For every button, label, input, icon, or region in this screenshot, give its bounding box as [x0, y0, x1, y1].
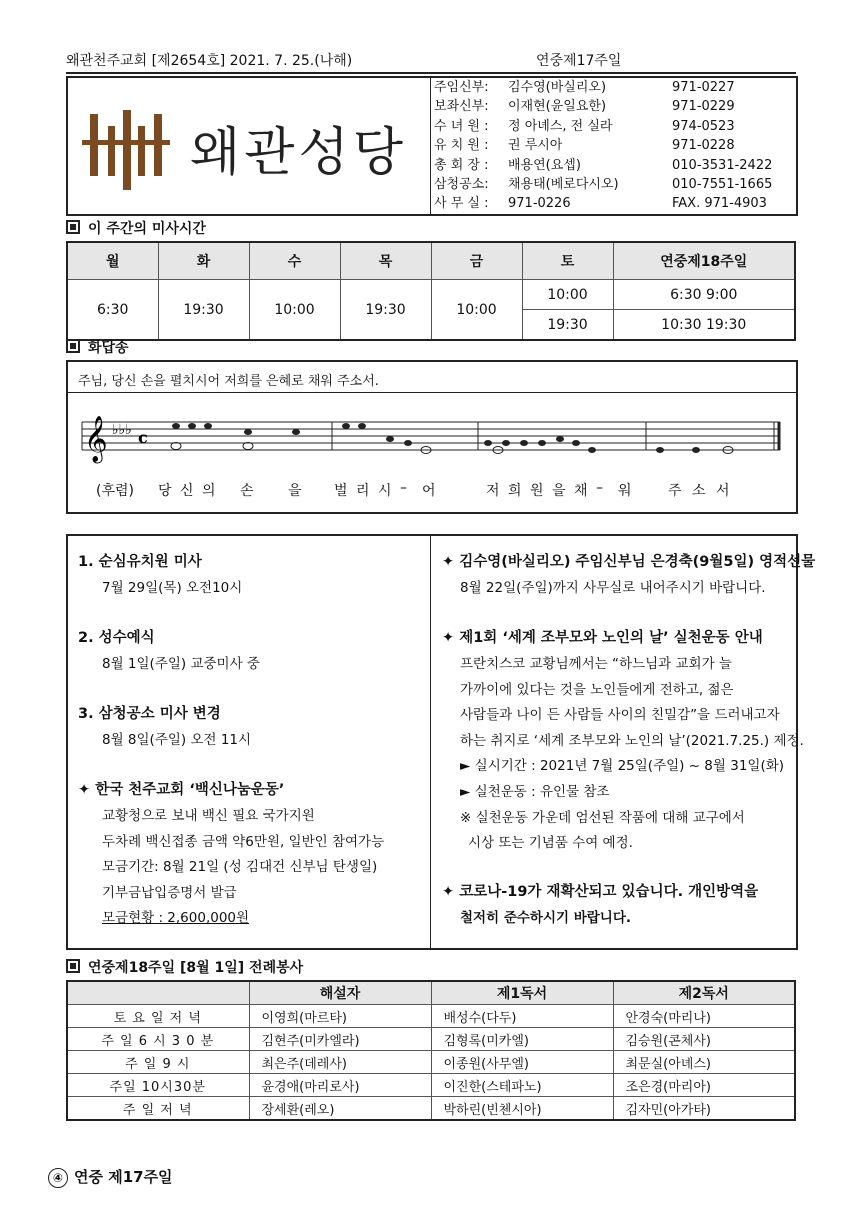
notice-line: ► 실천운동 : 유인물 참조 [460, 784, 610, 800]
service-slot: 토 요 일 저 녁 [67, 1005, 249, 1028]
music-staff [68, 398, 796, 478]
mass-time-cell: 6:30 9:00 [613, 280, 795, 310]
staff-list [434, 78, 794, 214]
staff-name: 권 루시아 [508, 138, 563, 154]
notice-line: ► 실시기간 : 2021년 7월 25일(주일) ~ 8월 31일(화) [460, 758, 785, 775]
service-person: 안경숙(마리나) [613, 1005, 795, 1028]
notice-heading: ✦ 코로나-19가 재확산되고 있습니다. 개인방역을 [442, 884, 759, 900]
notice-heading: ✦ 한국 천주교회 ‘백신나눔운동’ [78, 782, 285, 798]
notice-line: 시상 또는 기념품 수여 예정. [468, 835, 633, 852]
staff-row [434, 78, 794, 97]
service-section-heading: 연중제18주일 [8월 1일] 전례봉사 [66, 957, 303, 977]
staff-name: 채용태(베로다시오) [508, 176, 619, 192]
notice-line: 가까이에 있다는 것을 노인들에게 전하고, 젊은 [460, 681, 734, 698]
staff-role: 삼청공소: [434, 176, 489, 192]
notice-heading: 3. 삼청공소 미사 변경 [78, 706, 221, 722]
staff-name: 김수영(바실리오) [508, 80, 607, 95]
svg-text:c: c [138, 428, 148, 447]
notice-line: 하는 취지로 ‘세계 조부모와 노인의 날’(2021.7.25.) 제정. [460, 732, 804, 749]
service-header [67, 981, 249, 1005]
staff-role: 사 무 실 : [434, 196, 489, 212]
service-row [67, 1074, 795, 1097]
staff-row [434, 136, 794, 155]
notice-line: 두차례 백신접종 금액 약6만원, 일반인 참여가능 [102, 833, 385, 850]
psalm-section-heading: 화답송 [66, 337, 129, 357]
staff-role: 주임신부: [434, 80, 489, 95]
mass-time-cell: 10:00 [522, 280, 613, 310]
lyric-syllable: 어 [422, 483, 436, 499]
service-row [67, 1097, 795, 1121]
lyric-syllable: 리 [356, 483, 370, 499]
notice-line: 모금현황 : 2,600,000원 [102, 910, 250, 927]
mass-day-header: 연중제18주일 [613, 242, 795, 280]
notice-line: 8월 22일(주일)까지 사무실로 내어주시기 바랍니다. [460, 580, 766, 596]
mass-time-cell: 6:30 [67, 280, 158, 341]
staff-role: 보좌신부: [434, 99, 489, 115]
service-person: 김승원(콘체사) [613, 1028, 795, 1051]
service-person: 배성수(다두) [431, 1005, 613, 1028]
lyric-syllable: – [400, 480, 407, 496]
service-person: 김자민(아가타) [613, 1097, 795, 1121]
divider [68, 392, 796, 393]
notice-heading: 1. 순심유치원 미사 [78, 554, 202, 570]
notice-line: 8월 1일(주일) 교중미사 중 [102, 656, 260, 672]
lyric-syllable: (후렴) [96, 483, 134, 499]
service-person: 이진한(스테파노) [431, 1074, 613, 1097]
lyric-syllable: 손 [240, 483, 254, 499]
mass-day-header: 월 [67, 242, 158, 280]
service-header: 제1독서 [431, 981, 613, 1005]
mass-times-table [66, 241, 796, 341]
service-person: 장세환(레오) [249, 1097, 431, 1121]
lyric-syllable: – [596, 480, 603, 496]
notice-line: 프란치스코 교황님께서는 “하느님과 교회가 늘 [460, 656, 732, 672]
lyric-syllable: 주 [668, 483, 682, 499]
staff-phone: 010-3531-2422 [672, 157, 773, 173]
lyric-syllable: 채 [574, 483, 588, 499]
service-slot: 주 일 저 녁 [67, 1097, 249, 1121]
notice-line: 철저히 준수하시기 바랍니다. [460, 910, 632, 926]
mass-time-cell: 19:30 [340, 280, 431, 341]
column-divider [430, 536, 431, 948]
lyric-syllable: 의 [202, 483, 216, 499]
bulletin-issue: 왜관천주교회 [제2654호] 2021. 7. 25.(나해) [66, 53, 353, 69]
staff-phone: 971-0229 [672, 99, 735, 115]
lyric-syllable: 소 [692, 483, 706, 499]
service-person: 조은경(마리아) [613, 1074, 795, 1097]
lyric-syllable: 서 [716, 483, 730, 499]
svg-text:𝄞: 𝄞 [84, 416, 108, 462]
lyric-syllable: 당 [158, 483, 172, 499]
sunday-title: 연중제17주일 [536, 53, 622, 69]
staff-row [434, 194, 794, 213]
mass-time-cell: 19:30 [522, 310, 613, 341]
page-footer [48, 1166, 173, 1188]
staff-name: 배용연(요셉) [508, 157, 581, 173]
staff-phone: 010-7551-1665 [672, 176, 773, 192]
service-person: 이영희(마르타) [249, 1005, 431, 1028]
liturgy-service-table [66, 980, 796, 1121]
staff-row [434, 156, 794, 175]
notice-line: 사람들과 나이 든 사람들 사이의 친밀감”을 드러내고자 [460, 707, 780, 724]
service-person: 김형록(미카엘) [431, 1028, 613, 1051]
staff-role: 총 회 장 : [434, 157, 489, 173]
notice-line: 7월 29일(목) 오전10시 [102, 580, 243, 596]
notice-heading: 2. 성수예식 [78, 630, 155, 646]
service-person: 최은주(데레사) [249, 1051, 431, 1074]
lyric-syllable: 신 [180, 483, 194, 499]
square-bullet-icon [66, 339, 80, 353]
lyric-syllable: 벌 [334, 483, 348, 499]
staff-role: 수 녀 원 : [434, 118, 489, 134]
staff-name: 이재현(윤일요한) [508, 99, 607, 115]
staff-name: 971-0226 [508, 196, 571, 212]
lyric-syllable: 시 [378, 483, 392, 499]
mass-day-header: 화 [158, 242, 249, 280]
service-row [67, 1005, 795, 1028]
svg-text:♭♭♭: ♭♭♭ [112, 422, 132, 438]
lyric-syllable: 저 [486, 483, 500, 499]
page-number: ④ [48, 1168, 68, 1188]
mass-section-heading: 이 주간의 미사시간 [66, 218, 206, 238]
mass-day-header: 수 [249, 242, 340, 280]
staff-phone: FAX. 971-4903 [672, 196, 767, 212]
staff-phone: 971-0228 [672, 138, 735, 154]
notice-line: 8월 8일(주일) 오전 11시 [102, 732, 252, 748]
lyric-syllable: 워 [618, 483, 632, 499]
mass-day-header: 금 [431, 242, 522, 280]
staff-phone: 971-0227 [672, 80, 735, 95]
service-person: 박하린(빈첸시아) [431, 1097, 613, 1121]
service-person: 최문실(아녜스) [613, 1051, 795, 1074]
notice-line: 교황청으로 보내 백신 필요 국가지원 [102, 808, 315, 824]
service-header: 제2독서 [613, 981, 795, 1005]
service-row [67, 1028, 795, 1051]
bulletin-header [66, 50, 796, 74]
square-bullet-icon [66, 220, 80, 234]
notices-box [66, 534, 816, 950]
service-person: 윤경애(마리로사) [249, 1074, 431, 1097]
mass-day-header: 토 [522, 242, 613, 280]
service-header: 해설자 [249, 981, 431, 1005]
church-header-box [66, 76, 798, 216]
church-emblem-icon [78, 106, 188, 196]
psalm-text: 주님, 당신 손을 펼치시어 저희를 은혜로 채워 주소서. [78, 374, 379, 389]
lyric-syllable: 희 [508, 483, 522, 499]
notice-heading: ✦ 김수영(바실리오) 주임신부님 은경축(9월5일) 영적선물 [442, 554, 816, 570]
notice-line: 모금기간: 8월 21일 (성 김대건 신부님 탄생일) [102, 859, 378, 876]
mass-time-cell: 19:30 [158, 280, 249, 341]
mass-time-cell: 10:30 19:30 [613, 310, 795, 341]
staff-row [434, 175, 794, 194]
church-name-logo: 왜관성당 [190, 123, 407, 183]
square-bullet-icon [66, 959, 80, 973]
notice-line: ※ 실천운동 가운데 엄선된 작품에 대해 교구에서 [460, 809, 745, 826]
staff-row [434, 97, 794, 116]
psalm-box [66, 360, 798, 514]
lyric-syllable: 원 [530, 483, 544, 499]
notice-line: 기부금납입증명서 발급 [102, 884, 237, 901]
service-slot: 주일 10시30분 [67, 1074, 249, 1097]
staff-phone: 974-0523 [672, 118, 735, 134]
staff-role: 유 치 원 : [434, 138, 489, 154]
church-logo [68, 78, 431, 214]
mass-time-cell: 10:00 [431, 280, 522, 341]
service-person: 이종원(사무엘) [431, 1051, 613, 1074]
lyric-syllable: 을 [288, 483, 302, 499]
lyric-syllable: 을 [552, 483, 566, 499]
mass-time-cell: 10:00 [249, 280, 340, 341]
service-row [67, 1051, 795, 1074]
service-slot: 주 일 9 시 [67, 1051, 249, 1074]
staff-row [434, 117, 794, 136]
notice-heading: ✦ 제1회 ‘세계 조부모와 노인의 날’ 실천운동 안내 [442, 630, 763, 646]
service-person: 김현주(미카엘라) [249, 1028, 431, 1051]
service-slot: 주 일 6 시 3 0 분 [67, 1028, 249, 1051]
mass-day-header: 목 [340, 242, 431, 280]
footer-title: 연중 제17주일 [74, 1168, 173, 1186]
staff-name: 정 아녜스, 전 실라 [508, 118, 613, 134]
